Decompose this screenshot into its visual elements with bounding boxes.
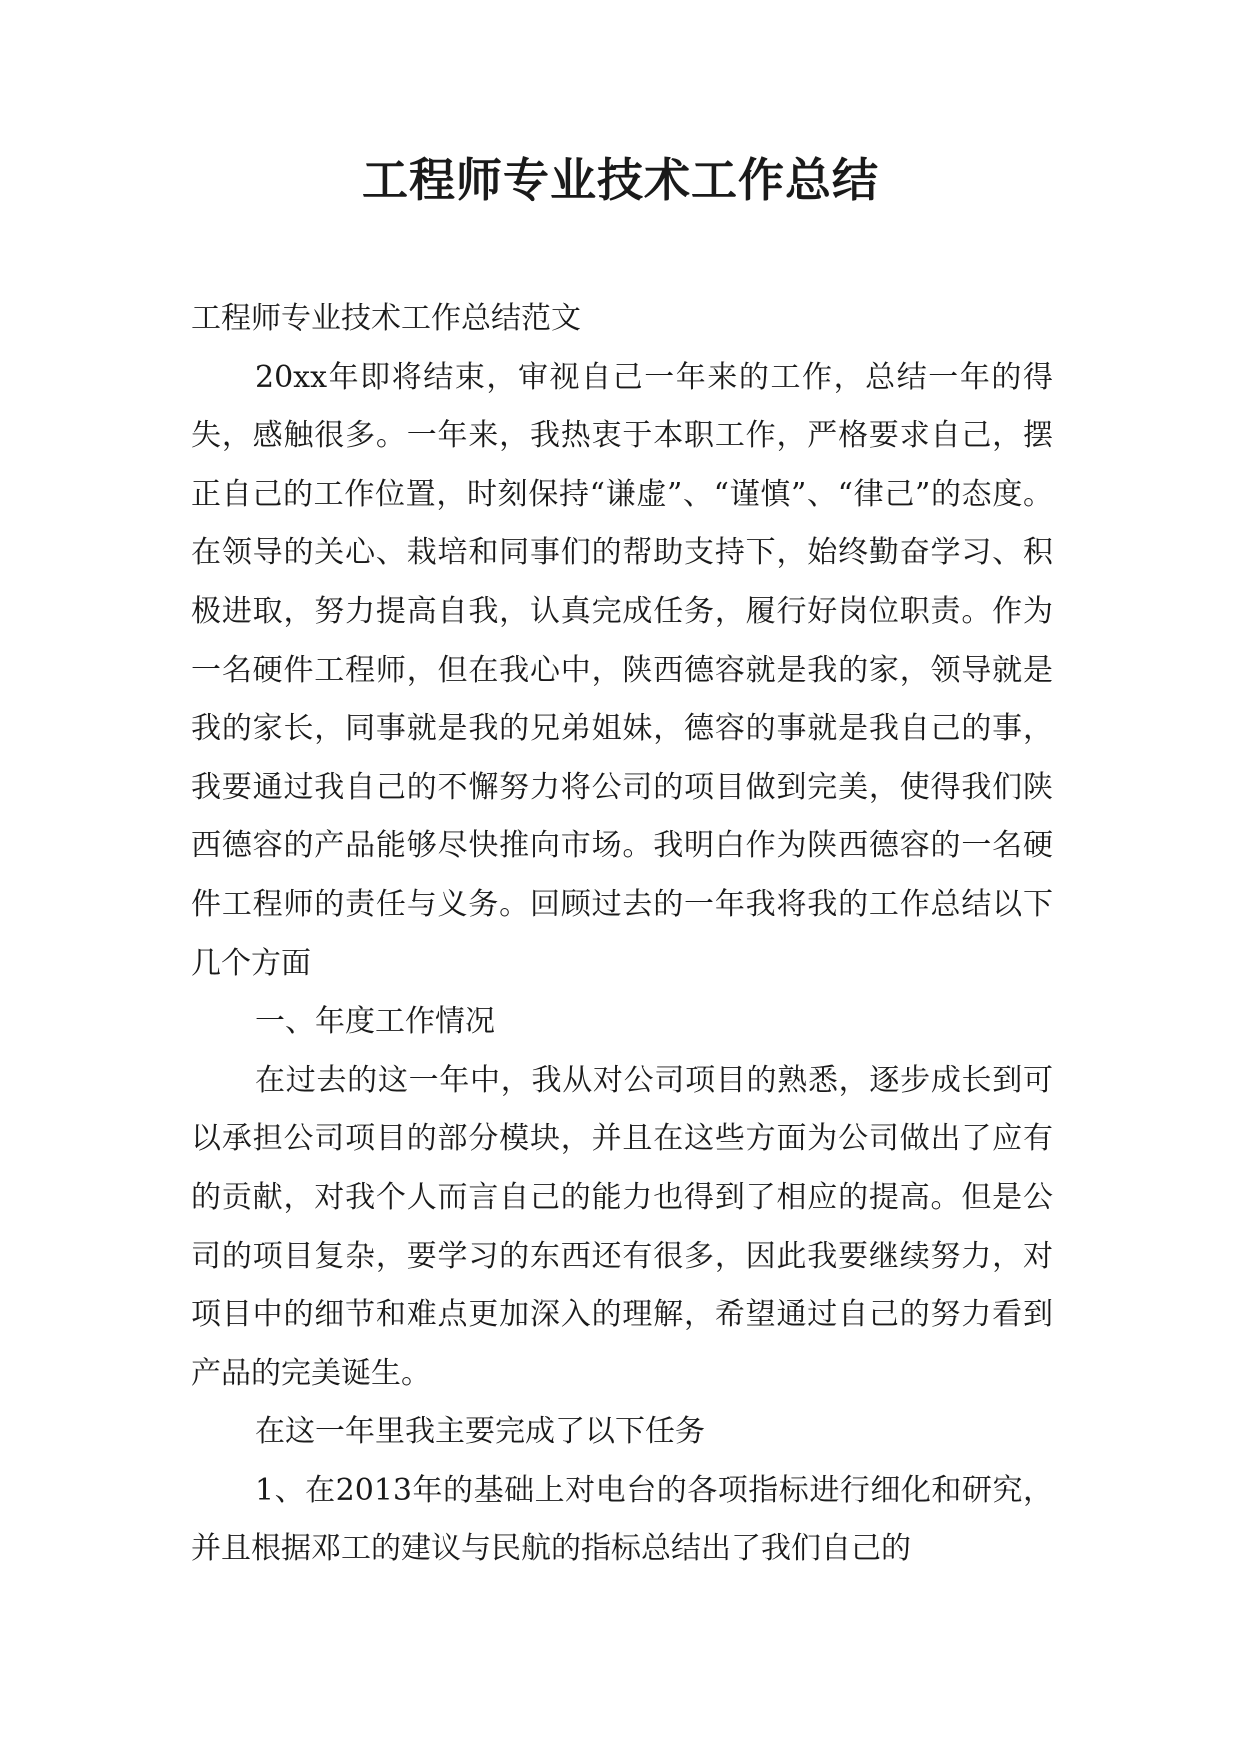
paragraph-annual-work: 在过去的这一年中，我从对公司项目的熟悉，逐步成长到可以承担公司项目的部分模块，并且在这些方面为公司做出了应有的贡献，对我个人而言自己的能力也得到了相应的提高。但是公司的项目复杂，要学习的东西还有很多，因此我要继续努力，对项目中的细节和难点更加深入的理解，希望通过自己的努力看到产品的完美诞生。 [191, 1062, 1053, 1391]
section-heading-annual-work: 一、年度工作情况 [255, 1004, 495, 1040]
document-subtitle: 工程师专业技术工作总结范文 [191, 301, 581, 336]
document-title: 工程师专业技术工作总结 [362, 153, 879, 207]
paragraph-tasks-intro: 在这一年里我主要完成了以下任务 [255, 1414, 705, 1450]
document-body [191, 290, 1053, 1579]
paragraph-intro: 20xx年即将结束，审视自己一年来的工作，总结一年的得失，感触很多。一年来，我热衷于本职工作，严格要求自己，摆正自己的工作位置，时刻保持“谦虚”、“谨慎”、“律己”的态度。在领导的关心、栽培和同事们的帮助支持下，始终勤奋学习、积极进取，努力提高自我，认真完成任务，履行好岗位职责。作为一名硬件工程师，但在我心中，陕西德容就是我的家，领导就是我的家长，同事就是我的兄弟姐妹，德容的事就是我自己的事，我要通过我自己的不懈努力将公司的项目做到完美，使得我们陕西德容的产品能够尽快推向市场。我明白作为陕西德容的一名硬件工程师的责任与义务。回顾过去的一年我将我的工作总结以下几个方面 [191, 359, 1053, 981]
paragraph-task-1: 1、在2013年的基础上对电台的各项指标进行细化和研究，并且根据邓工的建议与民航的指标总结出了我们自己的 [191, 1472, 1053, 1567]
